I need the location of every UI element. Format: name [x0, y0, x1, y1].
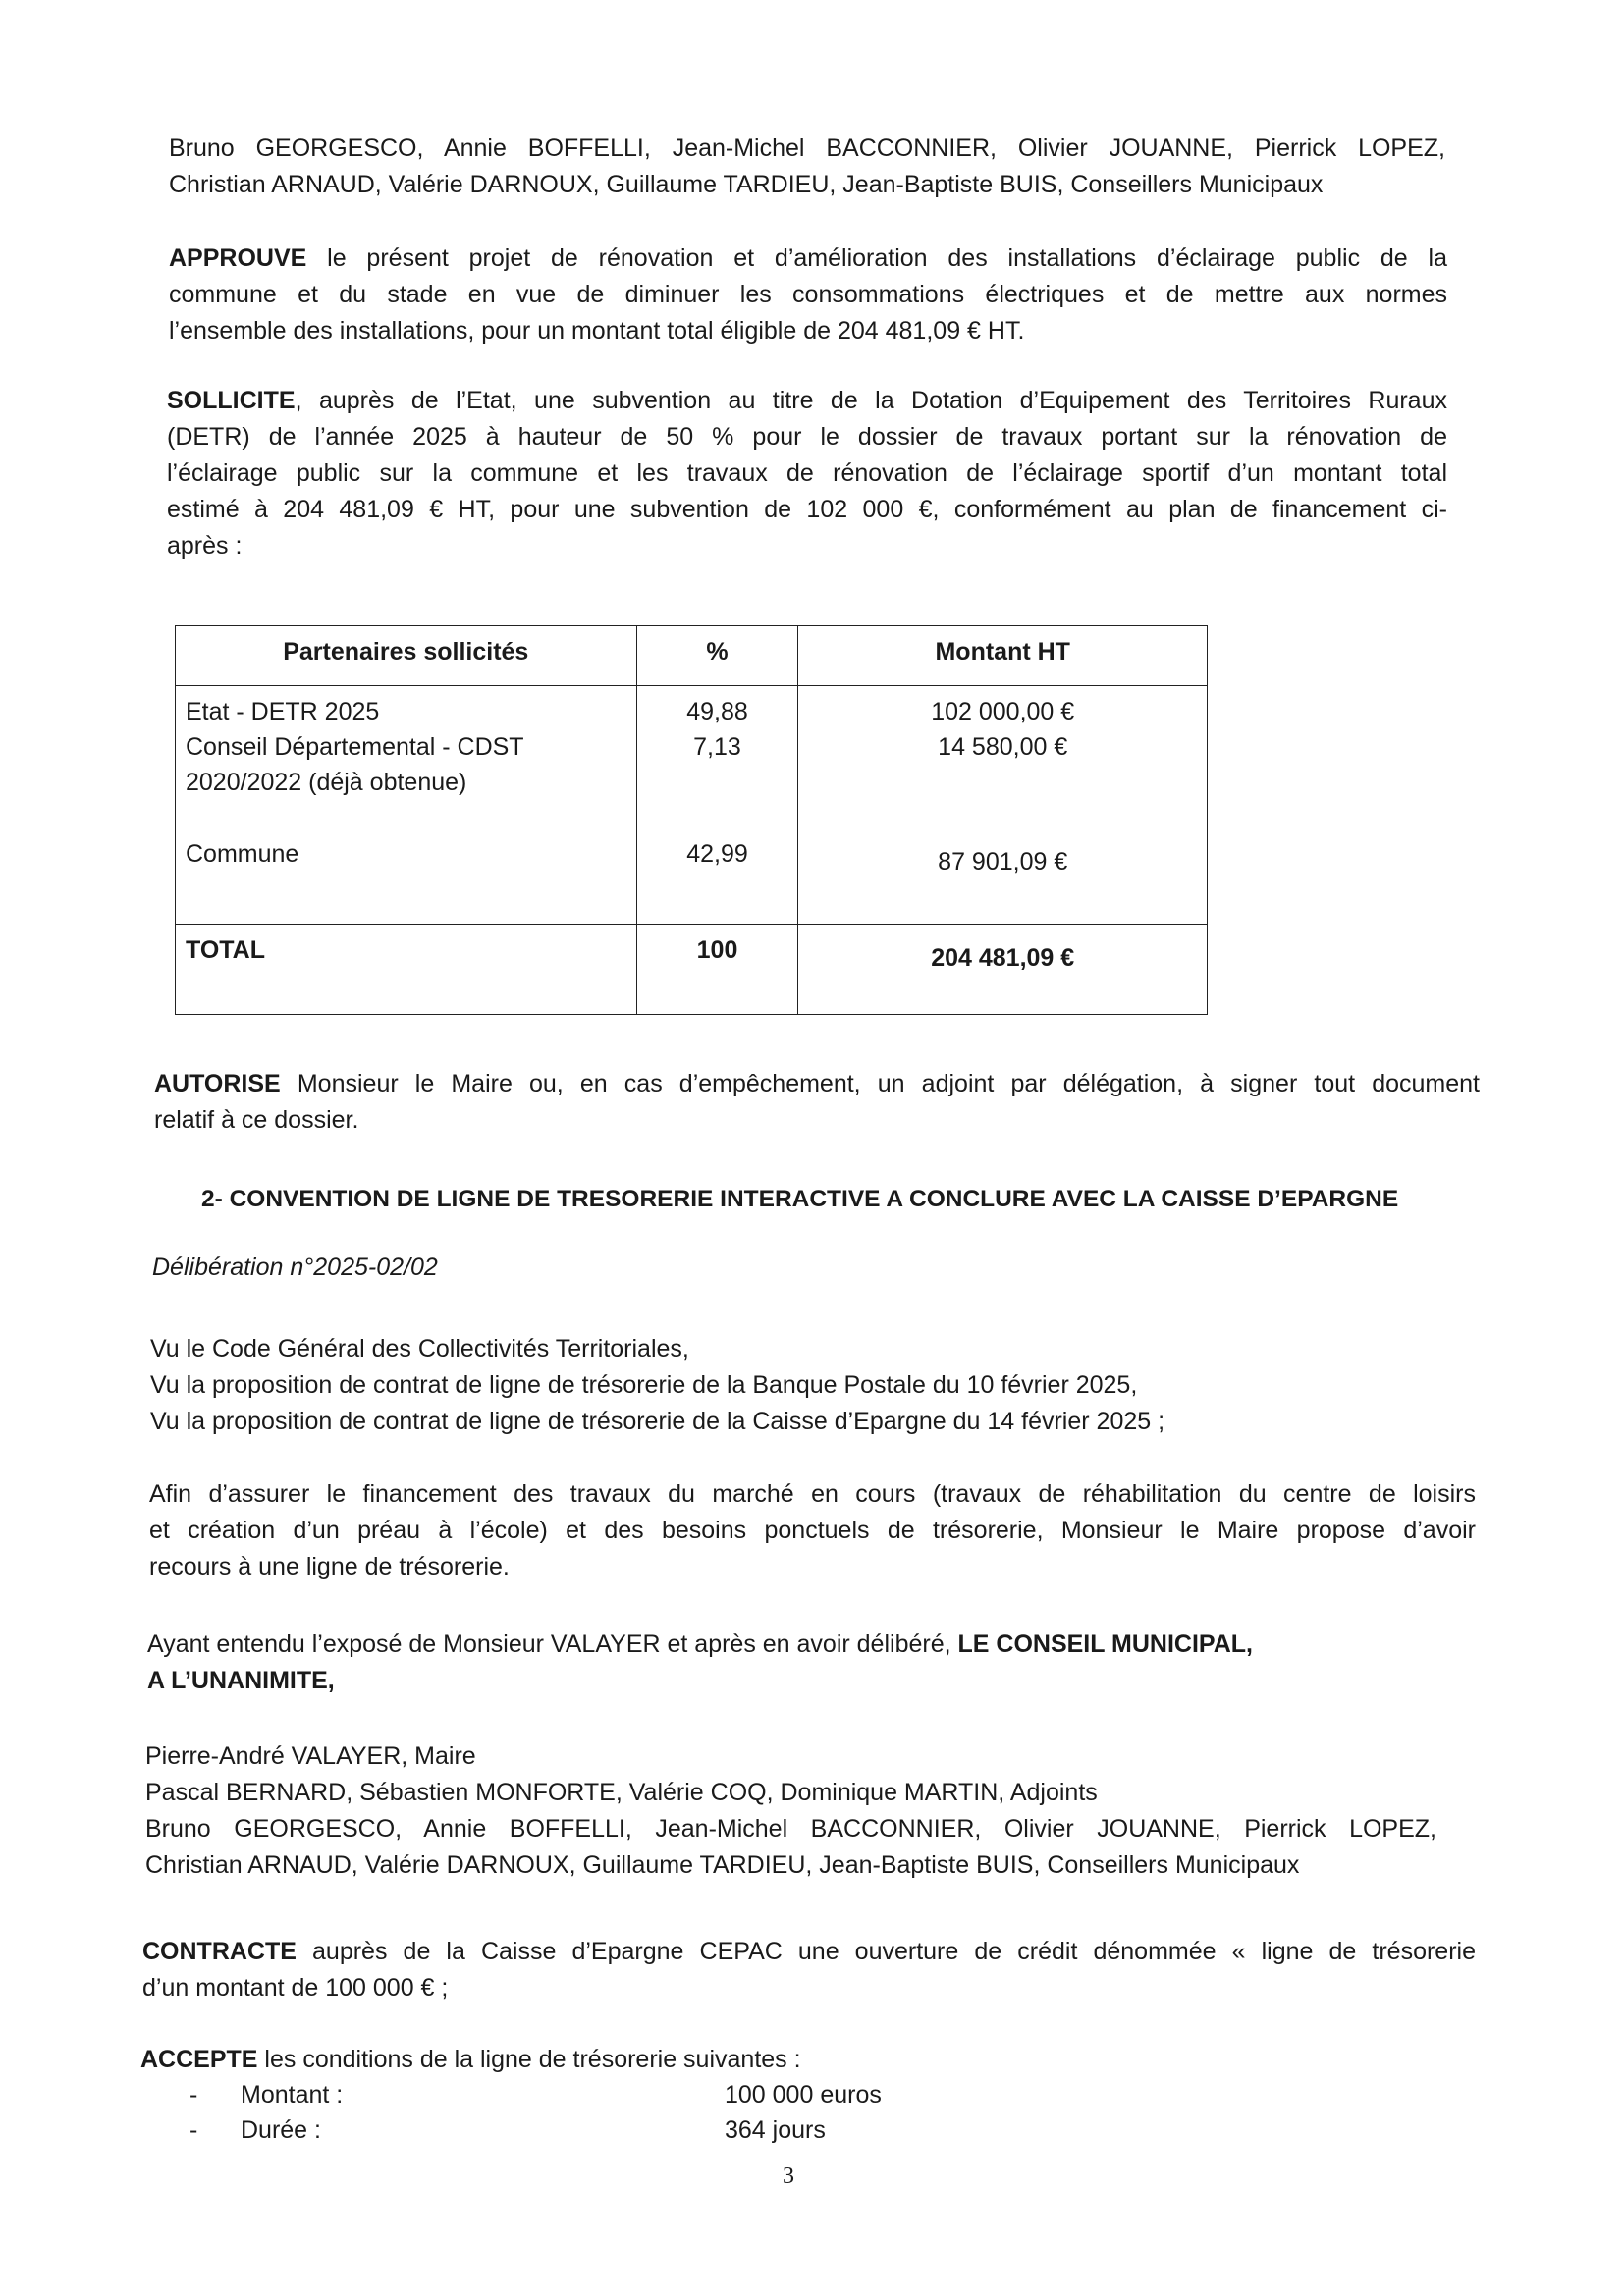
approuve-line-3: l’ensemble des installations, pour un montant total éligible de 204 481,09 € HT.	[169, 317, 1025, 345]
deliberation-number: Délibération n°2025-02/02	[152, 1254, 438, 1281]
ayant-line-2: A L’UNANIMITE,	[147, 1667, 335, 1694]
afin-line-3: recours à une ligne de trésorerie.	[149, 1553, 510, 1580]
pct-cell: 49,88 7,13	[636, 686, 798, 828]
contracte-line-1: CONTRACTE auprès de la Caisse d’Epargne CEPAC une ouverture de crédit dénommée « ligne de trésorerie	[142, 1938, 1476, 1965]
amount-cell: 87 901,09 €	[798, 828, 1208, 925]
councillors-line-1: Bruno GEORGESCO, Annie BOFFELLI, Jean-Michel BACCONNIER, Olivier JOUANNE, Pierrick LOPEZ,	[169, 134, 1445, 162]
vu-line: Vu la proposition de contrat de ligne de trésorerie de la Banque Postale du 10 février 2025,	[150, 1371, 1138, 1399]
vu-line: Vu la proposition de contrat de ligne de trésorerie de la Caisse d’Epargne du 14 février 2025 ;	[150, 1408, 1165, 1435]
partners-cell: Commune	[176, 828, 637, 925]
afin-paragraph	[149, 1476, 1476, 1585]
approuve-line-2: commune et du stade en vue de diminuer les consommations électriques et de mettre aux normes	[169, 281, 1447, 308]
contracte-line-2: d’un montant de 100 000 € ;	[142, 1974, 449, 2002]
autorise-line-1: AUTORISE Monsieur le Maire ou, en cas d’empêchement, un adjoint par délégation, à signer tout document	[154, 1070, 1480, 1097]
contracte-paragraph	[142, 1934, 1476, 2006]
amount-cell: 204 481,09 €	[798, 925, 1208, 1015]
sollicite-paragraph	[167, 383, 1447, 564]
table-header-row	[176, 626, 1208, 686]
financing-table	[175, 625, 1208, 1015]
table-row	[176, 686, 1208, 828]
autorise-paragraph	[154, 1066, 1480, 1139]
councillors-line-2: Christian ARNAUD, Valérie DARNOUX, Guillaume TARDIEU, Jean-Baptiste BUIS, Conseillers Municipaux	[169, 171, 1324, 198]
councillors-paragraph	[169, 131, 1445, 203]
conseillers-line-1: Bruno GEORGESCO, Annie BOFFELLI, Jean-Michel BACCONNIER, Olivier JOUANNE, Pierrick LOPEZ,	[145, 1815, 1436, 1842]
pct-cell: 100	[636, 925, 798, 1015]
accepte-keyword: ACCEPTE	[140, 2046, 258, 2073]
sollicite-line-4: estimé à 204 481,09 € HT, pour une subvention de 102 000 €, conformément au plan de financement ci-	[167, 496, 1447, 523]
list-item: - Montant : 100 000 euros	[189, 2081, 882, 2109]
partners-cell: Etat - DETR 2025 Conseil Départemental - CDST 2020/2022 (déjà obtenue)	[176, 686, 637, 828]
list-item: - Durée : 364 jours	[189, 2116, 826, 2144]
vu-line: Vu le Code Général des Collectivités Territoriales,	[150, 1335, 689, 1362]
maire-line: Pierre-André VALAYER, Maire	[145, 1742, 476, 1770]
sollicite-line-2: (DETR) de l’année 2025 à hauteur de 50 % pour le dossier de travaux portant sur la rénovation de	[167, 423, 1447, 451]
contracte-keyword: CONTRACTE	[142, 1938, 297, 1965]
autorise-line-2: relatif à ce dossier.	[154, 1106, 359, 1134]
conseillers-line-2: Christian ARNAUD, Valérie DARNOUX, Guillaume TARDIEU, Jean-Baptiste BUIS, Conseillers Municipaux	[145, 1851, 1300, 1879]
adjoints-line: Pascal BERNARD, Sébastien MONFORTE, Valérie COQ, Dominique MARTIN, Adjoints	[145, 1779, 1098, 1806]
header-pct: %	[636, 626, 798, 686]
table-row	[176, 925, 1208, 1015]
header-amount: Montant HT	[798, 626, 1208, 686]
sollicite-line-1: SOLLICITE, auprès de l’Etat, une subvention au titre de la Dotation d’Equipement des Territoires Ruraux	[167, 387, 1447, 414]
afin-line-1: Afin d’assurer le financement des travaux du marché en cours (travaux de réhabilitation du centre de loisirs	[149, 1480, 1476, 1508]
accepte-paragraph	[140, 2042, 1417, 2078]
pct-cell: 42,99	[636, 828, 798, 925]
ayant-line-1: Ayant entendu l’exposé de Monsieur VALAYER et après en avoir délibéré, LE CONSEIL MUNICIPAL,	[147, 1630, 1253, 1658]
header-partners: Partenaires sollicités	[176, 626, 637, 686]
sollicite-line-5: après :	[167, 532, 243, 560]
sollicite-line-3: l’éclairage public sur la commune et les travaux de rénovation de l’éclairage sportif d’un montant total	[167, 459, 1447, 487]
approuve-line-1: APPROUVE le présent projet de rénovation et d’amélioration des installations d’éclairage public de la	[169, 244, 1447, 272]
vu-paragraph	[150, 1331, 1427, 1440]
autorise-keyword: AUTORISE	[154, 1070, 281, 1097]
accepte-line: ACCEPTE les conditions de la ligne de trésorerie suivantes :	[140, 2046, 801, 2073]
table-row	[176, 828, 1208, 925]
amount-cell: 102 000,00 € 14 580,00 €	[798, 686, 1208, 828]
afin-line-2: et création d’un préau à l’école) et des besoins ponctuels de trésorerie, Monsieur le Maire propose d’avoir	[149, 1517, 1476, 1544]
section-2-title: 2- CONVENTION DE LIGNE DE TRESORERIE INTERACTIVE A CONCLURE AVEC LA CAISSE D’EPARGNE	[201, 1186, 1399, 1212]
members-paragraph	[145, 1738, 1436, 1884]
ayant-paragraph	[147, 1627, 1453, 1699]
sollicite-keyword: SOLLICITE	[167, 387, 296, 414]
partners-cell: TOTAL	[176, 925, 637, 1015]
approuve-paragraph	[169, 240, 1447, 349]
approuve-keyword: APPROUVE	[169, 244, 307, 272]
page-number: 3	[783, 2163, 794, 2189]
